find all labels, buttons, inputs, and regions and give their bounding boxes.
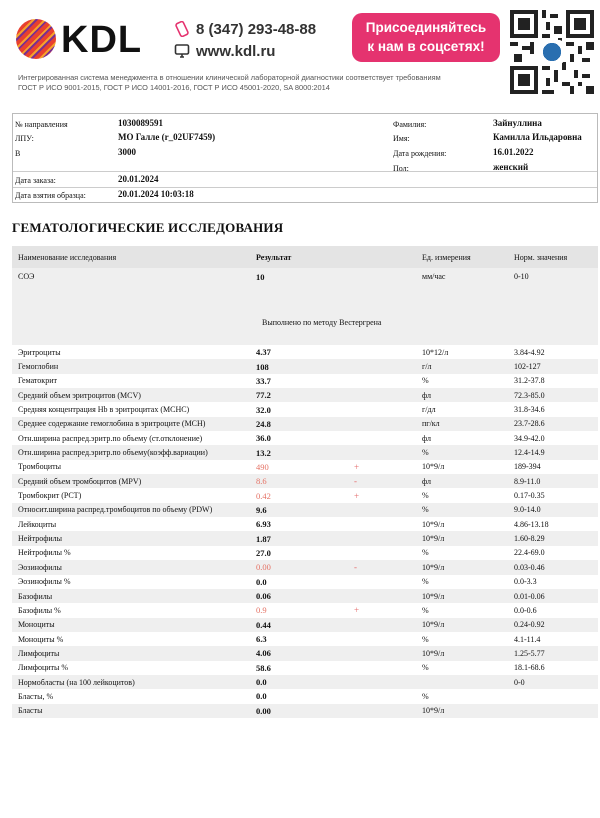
cell-unit: % <box>422 663 429 673</box>
soe-flag <box>342 272 422 282</box>
cell-result: 36.0 <box>256 433 271 444</box>
cell-norm: 0.17-0.35 <box>514 491 545 501</box>
cell-norm: 4.86-13.18 <box>514 519 549 529</box>
logo-text: KDL <box>61 19 143 61</box>
cell-result: 0.00 <box>256 562 271 573</box>
table-row <box>12 589 598 603</box>
cell-name: Отн.ширина распред.эритр.по объему (ст.отклонение) <box>18 433 203 443</box>
cell-name: Эритроциты <box>18 347 61 357</box>
referral-value: 1030089591 <box>118 118 163 128</box>
table-row <box>12 603 598 617</box>
results-table <box>12 246 598 718</box>
cell-unit: 10*9/л <box>422 562 445 572</box>
cell-norm: 1.25-5.77 <box>514 648 545 658</box>
cell-norm: 12.4-14.9 <box>514 448 545 458</box>
table-row <box>12 488 598 502</box>
cell-result: 77.2 <box>256 390 271 401</box>
table-row-soe <box>12 268 598 345</box>
monitor-icon <box>174 43 190 59</box>
table-row <box>12 704 598 718</box>
cell-unit: % <box>422 577 429 587</box>
surname-label: Фамилия: <box>393 120 427 129</box>
cell-unit: 10*9/л <box>422 591 445 601</box>
cell-result: 13.2 <box>256 447 271 458</box>
cell-result: 108 <box>256 361 269 372</box>
referral-label: № направления <box>15 120 68 129</box>
website-link[interactable]: www.kdl.ru <box>196 42 276 60</box>
cell-name: Отн.ширина распред.эритр.по объему(коэфф.вариации) <box>18 448 208 458</box>
cell-result: 32.0 <box>256 404 271 415</box>
divider <box>13 187 597 188</box>
surname-value: Зайнуллина <box>493 118 542 128</box>
cell-result: 4.37 <box>256 347 271 358</box>
v-label: В <box>15 149 21 158</box>
cell-result: 0.00 <box>256 705 271 716</box>
cell-name: Относит.ширина распред.тромбоцитов по объему (PDW) <box>18 505 213 515</box>
cell-name: Моноциты <box>18 620 55 630</box>
order-date-label: Дата заказа: <box>15 176 56 185</box>
header-unit: Ед. измерения <box>422 252 471 262</box>
cell-name: Нейтрофилы % <box>18 548 71 558</box>
iso-certification-text: Интегрированная система менеджмента в отношении клинической лабораторной диагностики соответствует требованиям ГОСТ Р ИСО 9001-2015, ГОСТ Р ИСО 14001-2016, ГОСТ Р ИСО 45001-2020, SA 8000:2014 <box>18 73 441 92</box>
cell-unit: 10*9/л <box>422 620 445 630</box>
cell-unit: % <box>422 634 429 644</box>
cell-name: Средний объем эритроцитов (MCV) <box>18 390 141 400</box>
cell-name: Средняя концентрация Hb в эритроцитах (MCHC) <box>18 405 190 415</box>
cell-unit: фл <box>422 390 431 400</box>
cell-result: 0.0 <box>256 677 267 688</box>
cell-norm: 0.0-3.3 <box>514 577 537 587</box>
cell-result: 6.93 <box>256 519 271 530</box>
cell-result: 9.6 <box>256 504 267 515</box>
cell-result: 0.9 <box>256 605 267 616</box>
table-row <box>12 345 598 359</box>
cell-norm: 34.9-42.0 <box>514 433 545 443</box>
cell-unit: 10*9/л <box>422 534 445 544</box>
cell-norm: 0.01-0.06 <box>514 591 545 601</box>
cell-unit: % <box>422 448 429 458</box>
cell-name: Базофилы % <box>18 605 61 615</box>
cell-unit: фл <box>422 476 431 486</box>
table-row <box>12 460 598 474</box>
section-title: ГЕМАТОЛОГИЧЕСКИЕ ИССЛЕДОВАНИЯ <box>12 220 284 235</box>
soe-unit: мм/час <box>422 272 446 281</box>
cell-unit: % <box>422 548 429 558</box>
cell-norm: 31.8-34.6 <box>514 405 545 415</box>
patient-info-block <box>12 113 598 203</box>
soe-norm: 0-10 <box>514 272 529 281</box>
table-row <box>12 675 598 689</box>
cell-unit: г/дл <box>422 405 436 415</box>
cell-name: Моноциты % <box>18 634 64 644</box>
cell-result: 33.7 <box>256 375 271 386</box>
cell-result: 4.06 <box>256 648 271 659</box>
dob-label: Дата рождения: <box>393 149 447 158</box>
cell-result: 0.42 <box>256 490 271 501</box>
cell-norm: 9.0-14.0 <box>514 505 541 515</box>
cell-result: 58.6 <box>256 662 271 673</box>
cell-norm: 102-127 <box>514 362 541 372</box>
table-row <box>12 431 598 445</box>
qr-code-icon <box>510 10 594 94</box>
header-norm: Норм. значения <box>514 252 568 262</box>
cell-result: 27.0 <box>256 547 271 558</box>
cell-name: Нейтрофилы <box>18 534 63 544</box>
cell-norm: 0-0 <box>514 677 525 687</box>
table-row <box>12 661 598 675</box>
cell-flag: + <box>354 461 360 472</box>
cell-name: Среднее содержание гемоглобина в эритроците (MCH) <box>18 419 206 429</box>
promo-line-1: Присоединяйтесь <box>365 20 487 35</box>
table-row <box>12 575 598 589</box>
cell-result: 490 <box>256 461 269 472</box>
cell-unit: % <box>422 605 429 615</box>
cell-norm: 189-394 <box>514 462 541 472</box>
cell-result: 24.8 <box>256 418 271 429</box>
cell-unit: 10*9/л <box>422 519 445 529</box>
cell-norm: 18.1-68.6 <box>514 663 545 673</box>
lpu-value: МО Галле (r_02UF7459) <box>118 132 216 142</box>
table-row <box>12 417 598 431</box>
cell-unit: 10*9/л <box>422 706 445 716</box>
cell-result: 1.87 <box>256 533 271 544</box>
table-header <box>12 246 598 268</box>
cell-name: Гематокрит <box>18 376 57 386</box>
cell-result: 0.44 <box>256 619 271 630</box>
cell-unit: % <box>422 691 429 701</box>
phone-number[interactable]: 8 (347) 293-48-88 <box>196 20 317 38</box>
cell-name: Бласты, % <box>18 691 54 701</box>
table-row <box>12 402 598 416</box>
table-row <box>12 474 598 488</box>
table-row <box>12 618 598 632</box>
cell-unit: г/л <box>422 362 432 372</box>
cell-name: Нормобласты (на 100 лейкоцитов) <box>18 677 135 687</box>
cell-unit: 10*9/л <box>422 462 445 472</box>
cell-flag: + <box>354 490 360 501</box>
cell-name: Эозинофилы <box>18 562 62 572</box>
dob-value: 16.01.2022 <box>493 147 534 157</box>
cell-name: Эозинофилы % <box>18 577 71 587</box>
cell-flag: + <box>354 605 360 616</box>
kdl-logo-ball-icon <box>16 19 56 59</box>
table-row <box>12 359 598 373</box>
header-result: Результат <box>256 252 292 262</box>
cell-norm: 0.24-0.92 <box>514 620 545 630</box>
order-date-value: 20.01.2024 <box>118 174 159 184</box>
table-row <box>12 388 598 402</box>
cell-name: Лимфоциты % <box>18 663 69 673</box>
table-row <box>12 646 598 660</box>
cell-norm: 8.9-11.0 <box>514 476 541 486</box>
cell-norm: 31.2-37.8 <box>514 376 545 386</box>
cell-name: Бласты <box>18 706 43 716</box>
phone-icon <box>174 21 190 37</box>
cell-result: 8.6 <box>256 476 267 487</box>
cell-unit: % <box>422 376 429 386</box>
contact-block <box>174 18 316 62</box>
table-row <box>12 689 598 703</box>
sex-label: Пол: <box>393 164 409 173</box>
table-body <box>12 345 598 718</box>
cell-norm: 1.60-8.29 <box>514 534 545 544</box>
cell-name: Лейкоциты <box>18 519 57 529</box>
cell-norm: 72.3-85.0 <box>514 390 545 400</box>
table-row <box>12 445 598 459</box>
table-row <box>12 546 598 560</box>
sex-value: женский <box>493 162 529 172</box>
table-row <box>12 374 598 388</box>
cell-name: Гемоглобин <box>18 362 59 372</box>
table-row <box>12 560 598 574</box>
soe-name: СОЭ <box>18 272 35 281</box>
cell-unit: пг/кл <box>422 419 440 429</box>
table-row <box>12 517 598 531</box>
kdl-logo <box>16 18 161 62</box>
cell-name: Тромбоциты <box>18 462 61 472</box>
cell-flag: - <box>354 476 357 487</box>
table-row <box>12 503 598 517</box>
cell-unit: 10*9/л <box>422 648 445 658</box>
soe-result: 10 <box>256 272 265 282</box>
cell-norm: 23.7-28.6 <box>514 419 545 429</box>
sample-date-value: 20.01.2024 10:03:18 <box>118 189 194 199</box>
cell-name: Тромбокрит (PCT) <box>18 491 82 501</box>
cell-result: 0.06 <box>256 591 271 602</box>
name-label: Имя: <box>393 134 410 143</box>
v-value: 3000 <box>118 147 136 157</box>
cell-norm: 3.84-4.92 <box>514 347 545 357</box>
cell-unit: % <box>422 491 429 501</box>
cell-result: 0.0 <box>256 691 267 702</box>
sample-date-label: Дата взятия образца: <box>15 191 86 200</box>
cell-norm: 0.03-0.46 <box>514 562 545 572</box>
soe-method-note: Выполнено по методу Вестергрена <box>262 318 382 327</box>
cell-unit: % <box>422 505 429 515</box>
cell-name: Базофилы <box>18 591 53 601</box>
name-value: Камилла Ильдаровна <box>493 132 582 142</box>
cell-name: Средний объем тромбоцитов (MPV) <box>18 476 142 486</box>
cell-norm: 0.0-0.6 <box>514 605 537 615</box>
cell-unit: фл <box>422 433 431 443</box>
cell-unit: 10*12/л <box>422 347 449 357</box>
cell-name: Лимфоциты <box>18 648 60 658</box>
social-promo-banner[interactable] <box>352 13 500 62</box>
cell-norm: 22.4-69.0 <box>514 548 545 558</box>
table-row <box>12 632 598 646</box>
lpu-label: ЛПУ: <box>15 134 34 143</box>
cell-flag: - <box>354 562 357 573</box>
table-row <box>12 531 598 545</box>
cell-norm: 4.1-11.4 <box>514 634 541 644</box>
header-name: Наименование исследования <box>18 252 117 262</box>
cell-result: 6.3 <box>256 634 267 645</box>
promo-line-2: к нам в соцсетях! <box>367 39 485 54</box>
cell-result: 0.0 <box>256 576 267 587</box>
